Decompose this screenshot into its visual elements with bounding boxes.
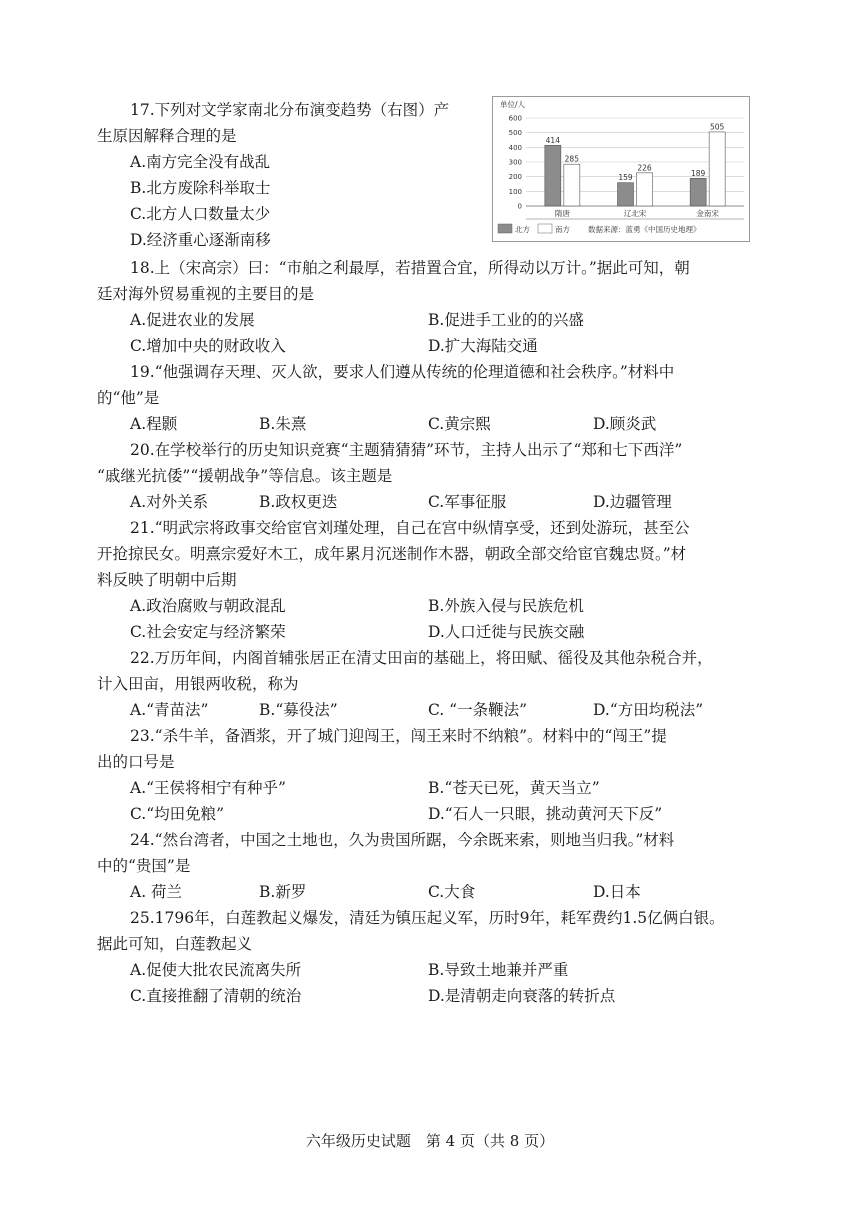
q21-stem-line1: 21.“明武宗将政事交给宦官刘瑾处理，自己在宫中纵情享受，还到处游玩，甚至公 bbox=[130, 519, 690, 537]
q25-stem-line1: 25.1796年，白莲教起义爆发，清廷为镇压起义军，历时9年，耗军费约1.5亿俩白银。 bbox=[130, 909, 725, 927]
q24-stem-line1: 24.“然台湾者，中国之土地也，久为贵国所踞，今余既来索，则地当归我。”材料 bbox=[130, 831, 675, 849]
q20-option-a: A.对外关系 bbox=[130, 493, 209, 511]
bar-value-label: 505 bbox=[710, 122, 725, 132]
bar-value-label: 159 bbox=[618, 173, 633, 183]
q20-option-d: D.边疆管理 bbox=[593, 493, 672, 511]
y-tick-label: 600 bbox=[508, 114, 522, 123]
q21-stem-line3: 料反映了明朝中后期 bbox=[97, 571, 237, 589]
q23-option-d: D.“石人一只眼，挑动黄河天下反” bbox=[428, 805, 663, 823]
q24-option-d: D.日本 bbox=[593, 883, 641, 901]
q19-stem-line2: 的“他”是 bbox=[97, 389, 160, 407]
q24-option-b: B.新罗 bbox=[259, 883, 307, 901]
q17-option-d: D.经济重心逐渐南移 bbox=[130, 231, 271, 249]
q19-option-d: D.顾炎武 bbox=[593, 415, 657, 433]
q21-option-a: A.政治腐败与朝政混乱 bbox=[130, 597, 286, 615]
q24-stem-line2: 中的“贵国”是 bbox=[97, 857, 191, 875]
q25-option-c: C.直接推翻了清朝的统治 bbox=[130, 987, 302, 1005]
y-tick-label: 100 bbox=[508, 187, 522, 196]
q22-option-c: C. “一条鞭法” bbox=[428, 701, 528, 719]
bar-value-label: 285 bbox=[564, 154, 579, 164]
x-category-label: 隋唐 bbox=[554, 209, 570, 218]
legend-label-north: 北方 bbox=[515, 225, 530, 234]
legend-label-south: 南方 bbox=[555, 225, 570, 234]
q21-option-d: D.人口迁徙与民族交融 bbox=[428, 623, 585, 641]
q23-option-a: A.“王侯将相宁有种乎” bbox=[130, 779, 286, 797]
q17-option-c: C.北方人口数量太少 bbox=[130, 205, 271, 223]
chart-legend bbox=[498, 224, 701, 234]
bar-south bbox=[564, 164, 580, 206]
q22-option-b: B.“募役法” bbox=[259, 701, 338, 719]
q19-option-c: C.黄宗熙 bbox=[428, 415, 491, 433]
y-tick-label: 400 bbox=[508, 143, 522, 152]
q18-stem-line1: 18.上（宋高宗）曰：“市舶之利最厚，若措置合宜，所得动以万计。”据此可知，朝 bbox=[130, 259, 690, 277]
q23-option-c: C.“均田免粮” bbox=[130, 805, 225, 823]
y-tick-label: 0 bbox=[517, 202, 522, 211]
q20-option-b: B.政权更迭 bbox=[259, 493, 338, 511]
y-tick-label: 200 bbox=[508, 173, 522, 182]
bar-south bbox=[709, 132, 725, 206]
q20-stem-line2: “戚继光抗倭”“援朝战争”等信息。该主题是 bbox=[97, 467, 393, 485]
q21-option-c: C.社会安定与经济繁荣 bbox=[130, 623, 286, 641]
q24-option-c: C.大食 bbox=[428, 883, 476, 901]
q25-option-a: A.促使大批农民流离失所 bbox=[130, 961, 302, 979]
page-footer: 六年级历史试题 第 4 页（共 8 页） bbox=[305, 1132, 555, 1150]
q23-option-b: B.“苍天已死，黄天当立” bbox=[428, 779, 600, 797]
q22-option-d: D.“方田均税法” bbox=[593, 701, 704, 719]
q17-stem-line2: 生原因解释合理的是 bbox=[97, 127, 237, 145]
q21-option-b: B.外族入侵与民族危机 bbox=[428, 597, 584, 615]
bar-north bbox=[690, 178, 706, 206]
q25-option-b: B.导致土地兼并严重 bbox=[428, 961, 569, 979]
bar-value-label: 226 bbox=[637, 163, 652, 173]
q18-option-c: C.增加中央的财政收入 bbox=[130, 337, 286, 355]
q22-option-a: A.“青苗法” bbox=[130, 701, 209, 719]
bar-north bbox=[545, 145, 561, 206]
q20-stem-line1: 20.在学校举行的历史知识竞赛“主题猜猜猜”环节，主持人出示了“郑和七下西洋” bbox=[130, 441, 683, 459]
writers-distribution-chart bbox=[492, 96, 750, 242]
q23-stem-line2: 出的口号是 bbox=[97, 753, 175, 771]
q20-option-c: C.军事征服 bbox=[428, 493, 507, 511]
q19-option-b: B.朱熹 bbox=[259, 415, 307, 433]
q25-stem-line2: 据此可知，白莲教起义 bbox=[97, 935, 253, 953]
q21-stem-line2: 开抢掠民女。明熹宗爱好木工，成年累月沉迷制作木器，朝政全部交给宦官魏忠贤。”材 bbox=[97, 545, 687, 563]
q23-stem-line1: 23.“杀牛羊，备酒浆，开了城门迎闯王，闯王来时不纳粮”。材料中的“闯王”提 bbox=[130, 727, 667, 745]
y-tick-label: 500 bbox=[508, 129, 522, 138]
chart-source: 数据来源：蓝勇《中国历史地理》 bbox=[588, 225, 701, 234]
q18-option-b: B.促进手工业的的兴盛 bbox=[428, 311, 584, 329]
q24-option-a: A. 荷兰 bbox=[130, 883, 183, 901]
legend-swatch-north bbox=[498, 224, 512, 233]
q19-option-a: A.程颢 bbox=[130, 415, 178, 433]
q17-option-a: A.南方完全没有战乱 bbox=[130, 153, 271, 171]
q17-stem-line1: 17.下列对文学家南北分布演变趋势（右图）产 bbox=[130, 101, 450, 119]
bar-north bbox=[618, 183, 634, 206]
q18-option-d: D.扩大海陆交通 bbox=[428, 337, 538, 355]
q22-stem-line2: 计入田亩，用银两收税，称为 bbox=[97, 675, 299, 693]
y-axis-label: 单位/人 bbox=[500, 100, 526, 109]
bar-south bbox=[637, 173, 653, 206]
x-category-label: 金南宋 bbox=[696, 209, 719, 218]
q25-option-d: D.是清朝走向衰落的转折点 bbox=[428, 987, 616, 1005]
q18-stem-line2: 廷对海外贸易重视的主要目的是 bbox=[97, 285, 315, 303]
bar-value-label: 189 bbox=[691, 168, 706, 178]
y-tick-label: 300 bbox=[508, 158, 522, 167]
q22-stem-line1: 22.万历年间，内阁首辅张居正在清丈田亩的基础上，将田赋、徭役及其他杂税合并， bbox=[130, 649, 713, 667]
q18-option-a: A.促进农业的发展 bbox=[130, 311, 255, 329]
legend-swatch-south bbox=[538, 224, 552, 233]
q17-option-b: B.北方废除科举取士 bbox=[130, 179, 271, 197]
x-category-label: 辽北宋 bbox=[623, 209, 647, 218]
q19-stem-line1: 19.“他强调存天理、灭人欲，要求人们遵从传统的伦理道德和社会秩序。”材料中 bbox=[130, 363, 675, 381]
bar-value-label: 414 bbox=[545, 135, 560, 145]
